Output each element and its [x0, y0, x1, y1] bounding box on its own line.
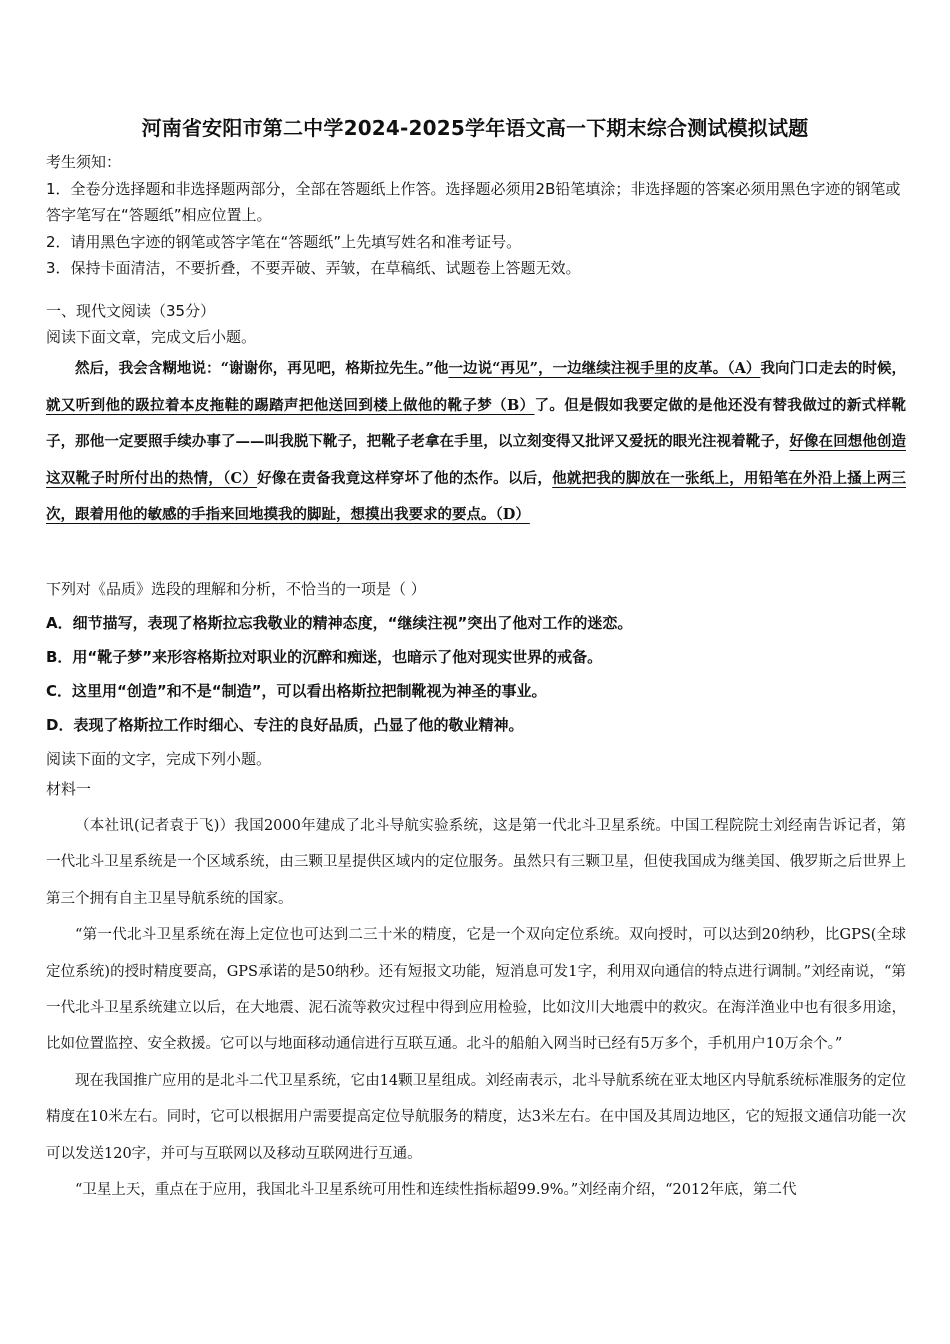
option-c: C．这里用“创造”和不是“制造”，可以看出格斯拉把制靴视为神圣的事业。: [46, 682, 547, 700]
option-b: B．用“靴子梦”来形容格斯拉对职业的沉醉和痴迷，也暗示了他对现实世界的戒备。: [46, 648, 603, 666]
option-a: A．细节描写，表现了格斯拉忘我敬业的精神态度，“继续注视”突出了他对工作的迷恋。: [46, 614, 633, 632]
notice-item: 2．请用黑色字迹的钢笔或答字笔在“答题纸”上先填写姓名和准考证号。: [46, 232, 522, 251]
section-heading: 一、现代文阅读（35分）: [46, 302, 216, 320]
notice-item: 3．保持卡面清洁，不要折叠，不要弄破、弄皱，在草稿纸、试题卷上答题无效。: [46, 259, 581, 277]
exam-notice: [46, 149, 906, 282]
question-stem: 下列对《品质》选段的理解和分析，不恰当的一项是（ ）: [46, 580, 426, 598]
material-paragraph: 现在我国推广应用的是北斗二代卫星系统，它由14颗卫星组成。刘经南表示，北斗导航系统在亚太地区内导航系统标准服务的定位精度在10米左右。同时，它可以根据用户需要提高定位导航服务的精度，达3米左右。在中国及其周边地区，它的短报文通信功能一次可以发送120字，并可与互联网以及移动互联网进行互通。: [46, 1072, 906, 1162]
reading2-instruction: 阅读下面的文字，完成下列小题。: [46, 750, 272, 768]
section-instruction: 阅读下面文章，完成文后小题。: [46, 328, 257, 346]
material-paragraph: “第一代北斗卫星系统在海上定位也可达到二三十米的精度，它是一个双向定位系统。双向授时，可以达到20纳秒，比GPS(全球定位系统)的授时精度要高，GPS承诺的是50纳秒。还有短报文功能，短消息可发1字，利用双向通信的特点进行调制。”刘经南说，“第一代北斗卫星系统建立以后，在大地震、泥石流等救灾过程中得到应用检验，比如汶川大地震中的救灾。在海洋渔业中也有很多用途，比如位置监控、安全救援。它可以与地面移动通信进行互联互通。北斗的船舶入网当时已经有5万多个，手机用户10万余个。”: [46, 927, 906, 1053]
notice-item: 1．全卷分选择题和非选择题两部分，全部在答题纸上作答。选择题必须用2B铅笔填涂；非选择题的答案必须用黑色字迹的钢笔或答字笔写在“答题纸”相应位置上。: [46, 179, 901, 224]
section-heading-block: [46, 298, 906, 350]
material-text: [46, 808, 906, 1208]
passage-paragraph: [46, 351, 906, 534]
underlined-segment-a: 一边说“再见”，一边继续注视手里的皮革。（A）: [448, 360, 761, 377]
underlined-segment-c: 好像在回想他创造这双靴子时所付出的热情，（C）: [46, 433, 907, 487]
material-paragraph: （本社讯(记者袁于飞)）我国2000年建成了北斗导航实验系统，这是第一代北斗卫星系统。中国工程院院士刘经南告诉记者，第一代北斗卫星系统是一个区域系统，由三颗卫星提供区域内的定位服务。虽然只有三颗卫星，但使我国成为继美国、俄罗斯之后世界上第三个拥有自主卫星导航系统的国家。: [46, 818, 906, 907]
passage-text: 了。但是假如我要定做的是他还没有替我做过的新式样靴子，那他一定要照手续办事了——叫我脱下靴子，把靴子老拿在手里，以立刻变得又批评又爱抚的眼光注视着靴子，: [46, 396, 906, 450]
notice-heading: 考生须知：: [46, 153, 122, 171]
underlined-segment-d: 他就把我的脚放在一张纸上，用铅笔在外沿上搔上两三次，跟着用他的敏感的手指来回地摸我的脚趾，想摸出我要求的要点。（D）: [46, 469, 907, 523]
material-paragraph: “卫星上天，重点在于应用，我国北斗卫星系统可用性和连续性指标超99.9%。”刘经南介绍，“2012年底，第二代: [75, 1182, 797, 1199]
material-label: 材料一: [46, 780, 92, 798]
option-d: D．表现了格斯拉工作时细心、专注的良好品质，凸显了他的敬业精神。: [46, 716, 524, 734]
page-title: 河南省安阳市第二中学2024-2025学年语文高一下期末综合测试模拟试题: [141, 116, 809, 140]
passage-text: 好像在责备我竟这样穿坏了他的杰作。以后，: [257, 469, 553, 487]
passage-text: 然后，我会含糊地说：“谢谢你，再见吧，格斯拉先生。”他: [75, 360, 449, 377]
reading2-header: [46, 744, 906, 804]
passage-excerpt: [46, 351, 906, 534]
passage-text: 我向门口走去的时候，: [760, 360, 906, 377]
underlined-segment-b: 就又听到他的趿拉着本皮拖鞋的踢踏声把他送回到楼上做他的靴子梦（B）: [46, 396, 535, 414]
question-block: [46, 572, 906, 742]
